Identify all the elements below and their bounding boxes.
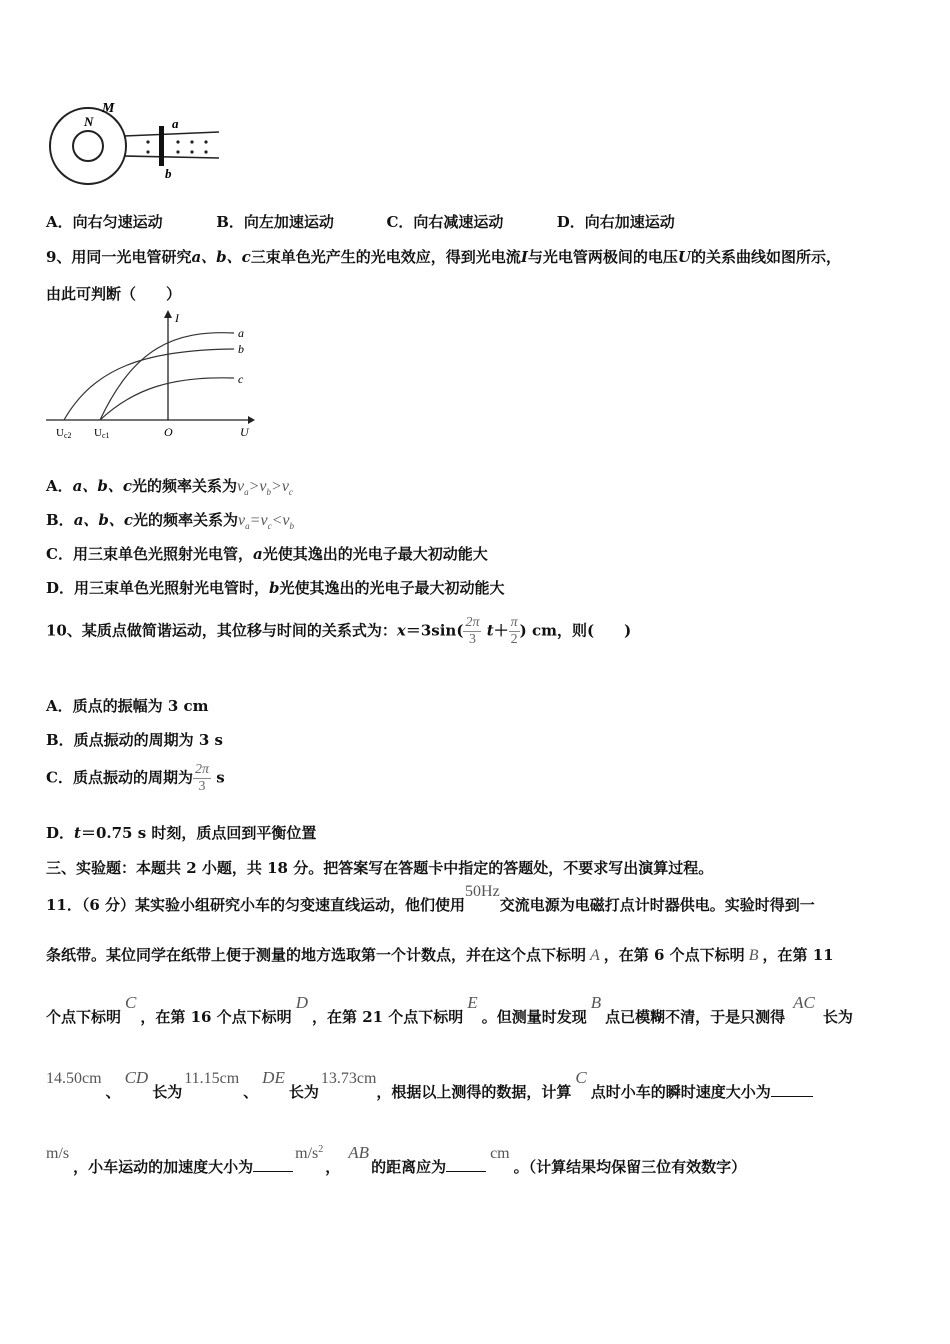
q11-line2: 条纸带。某位同学在纸带上便于测量的地方选取第一个计数点，并在这个点下标明 A ，在第 6 个点下标明 B ，在第 11: [46, 946, 834, 964]
curve-a: [100, 333, 234, 420]
q10-fraction-1: $\frac{2\pi}{3}$: [465, 615, 480, 647]
q8-option-d[interactable]: D．向右加速运动: [556, 213, 675, 231]
q9-stem-line2: 由此可判断（ ）: [46, 285, 182, 303]
label-N: N: [84, 114, 94, 129]
q10-fraction-2: $\frac{\pi}{2}$: [510, 615, 518, 647]
q9-option-b[interactable]: B．a、b、c光的频率关系为$\nu_a=\nu_c<\nu_b$: [46, 511, 294, 532]
rail-top: [124, 132, 219, 136]
uc2-label: Uc2: [56, 427, 72, 440]
y-axis-arrow: [164, 310, 172, 318]
q9-option-d[interactable]: D．用三束单色光照射光电管时，b光使其逸出的光电子最大初动能大: [46, 579, 505, 597]
field-dots: [146, 140, 207, 153]
answer-blank-velocity[interactable]: [771, 1082, 813, 1097]
label-a: a: [172, 116, 179, 131]
q11-line1: 11．（6 分）某实验小组研究小车的匀变速直线运动，他们使用50Hz交流电源为电磁打点计时器供电。实验时得到一: [46, 883, 815, 914]
ring-inner: [73, 131, 103, 161]
curve-label-a: a: [238, 326, 244, 340]
q10-option-d[interactable]: D．t＝0.75 s 时刻，质点回到平衡位置: [46, 824, 317, 842]
q10-option-c[interactable]: C．质点振动的周期为 $\frac{2\pi}{3}$ s: [46, 762, 225, 794]
q8-option-c[interactable]: C．向右减速运动: [386, 213, 504, 231]
q11-line5: m/s，小车运动的加速度大小为$m/s^2$，AB的距离应为cm。（计算结果均保留三位有效数字）: [46, 1143, 747, 1176]
rail-bottom: [124, 156, 219, 158]
q10-option-b[interactable]: B．质点振动的周期为 3 s: [46, 731, 224, 749]
q10-stem: 10、某质点做简谐运动，其位移与时间的关系式为：x＝3sin( $\frac{2\pi}{3}$ t＋ $\frac{\pi}{2}$ ) cm，则( ): [46, 615, 632, 647]
x-axis-arrow: [248, 416, 255, 424]
q9-stem-line1: 9、用同一光电管研究a、b、c三束单色光产生的光电效应，得到光电流I与光电管两极间的电压U的关系曲线如图所示，: [46, 248, 841, 266]
curve-label-b: b: [238, 342, 244, 356]
q10-option-a[interactable]: A．质点的振幅为 3 cm: [46, 697, 209, 715]
answer-blank-ab-distance[interactable]: [446, 1157, 486, 1172]
q11-line3: 个点下标明C，在第 16 个点下标明D，在第 21 个点下标明E。但测量时发现B点已模糊不清，于是只测得AC长为: [46, 993, 853, 1026]
q11-line4: 14.50cm、CD长为11.15cm、DE长为13.73cm，根据以上测得的数据，计算C点时小车的瞬时速度大小为: [46, 1081, 813, 1102]
curve-label-c: c: [238, 372, 244, 386]
label-M: M: [102, 101, 115, 116]
axis-label-U: U: [240, 425, 249, 439]
q8-option-b[interactable]: B．向左加速运动: [216, 213, 334, 231]
q9-option-c[interactable]: C．用三束单色光照射光电管，a光使其逸出的光电子最大初动能大: [46, 545, 488, 563]
q8-option-a[interactable]: A．向右匀速运动: [46, 213, 163, 231]
origin-label: O: [164, 425, 173, 439]
section-3-heading: 三、实验题：本题共 2 小题，共 18 分。把答案写在答题卡中指定的答题处，不要求写出演算过程。: [46, 859, 714, 877]
magnet-rail-figure: [44, 98, 224, 188]
label-b: b: [165, 166, 172, 181]
axis-label-I: I: [175, 311, 179, 325]
conductor-rod: [159, 126, 164, 166]
q10-period-fraction: $\frac{2\pi}{3}$: [194, 762, 209, 794]
answer-blank-acceleration[interactable]: [253, 1157, 293, 1172]
photoelectric-iu-graph: [44, 308, 259, 444]
curve-b: [64, 349, 234, 420]
uc1-label: Uc1: [94, 427, 110, 440]
q9-option-a[interactable]: A．a、b、c光的频率关系为$\nu_a>\nu_b>\nu_c$: [46, 477, 293, 498]
q8-options: [46, 211, 675, 232]
